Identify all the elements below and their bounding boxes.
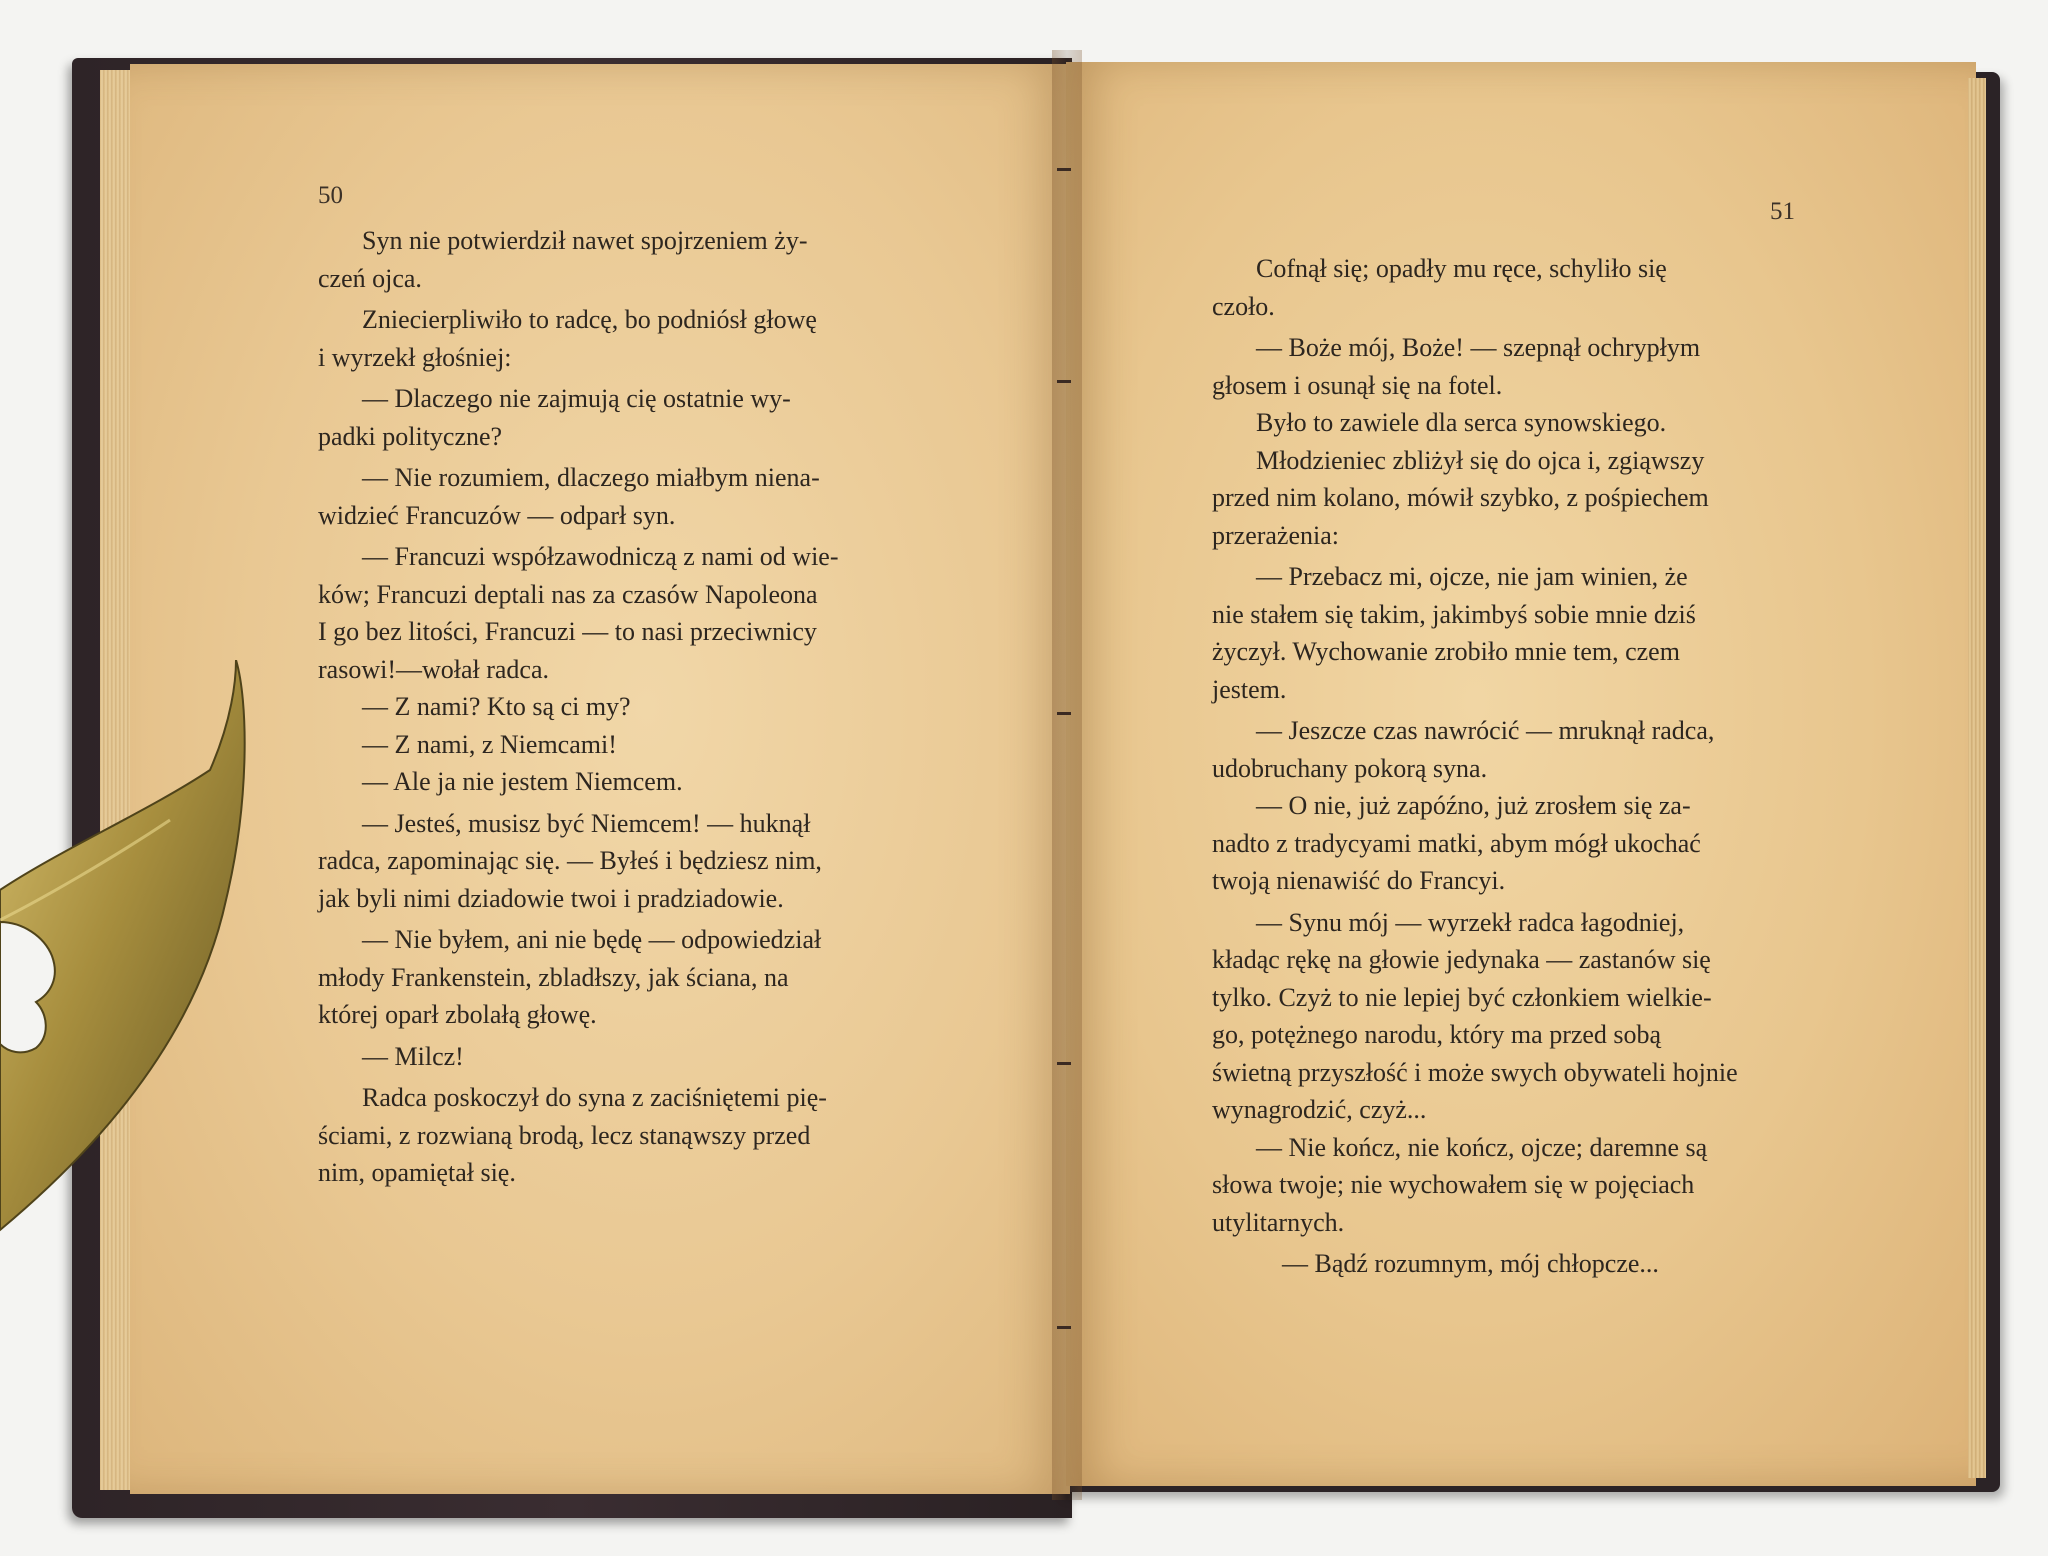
text-line: jak byli nimi dziadowie twoi i pradziadowie.	[318, 883, 784, 913]
text-line: nim, opamiętał się.	[318, 1158, 516, 1187]
right-page-text	[1212, 250, 1812, 1283]
text-line: Syn nie potwierdził nawet spojrzeniem ży-	[362, 226, 808, 255]
binding-stitch	[1057, 1326, 1071, 1329]
text-line: czeń ojca.	[318, 263, 422, 293]
text-line: — Jesteś, musisz być Niemcem! — huknął	[362, 808, 811, 838]
binding-stitch	[1057, 380, 1071, 383]
page-number-left: 50	[318, 182, 343, 209]
text-line: Młodzieniec zbliżył się do ojca i, zgiąwszy	[1256, 445, 1705, 475]
text-line: — Boże mój, Boże! — szepnął ochrypłym	[1256, 333, 1701, 362]
text-line: — Milcz!	[362, 1041, 464, 1071]
text-line: utylitarnych.	[1212, 1207, 1345, 1237]
text-line: głosem i osunął się na fotel.	[1212, 370, 1503, 400]
text-line: — Bądź rozumnym, mój chłopcze...	[1282, 1249, 1659, 1278]
text-line: twoją nienawiść do Francyi.	[1212, 866, 1506, 895]
text-line: której oparł zbolałą głowę.	[318, 1000, 597, 1029]
text-line: czoło.	[1212, 291, 1275, 321]
text-line: — Nie rozumiem, dlaczego miałbym niena-	[362, 463, 820, 492]
book-gutter	[1052, 50, 1082, 1500]
binding-stitch	[1057, 168, 1071, 171]
text-line: widzieć Francuzów — odparł syn.	[318, 500, 676, 530]
text-line: — Nie byłem, ani nie będę — odpowiedział	[362, 925, 822, 954]
text-line: — Z nami? Kto są ci my?	[362, 692, 631, 721]
text-line: ków; Francuzi deptali nas za czasów Napoleona	[318, 579, 818, 609]
text-line: Cofnął się; opadły mu ręce, schyliło się	[1256, 254, 1667, 283]
text-line: jestem.	[1212, 674, 1287, 704]
text-line: I go bez litości, Francuzi — to nasi przeciwnicy	[318, 617, 817, 646]
text-line: — Przebacz mi, ojcze, nie jam winien, że	[1256, 562, 1688, 591]
text-line: młody Frankenstein, zbladłszy, jak ściana, na	[318, 962, 789, 992]
text-line: udobruchany pokorą syna.	[1212, 753, 1488, 783]
text-line: Radca poskoczył do syna z zaciśniętemi pię-	[362, 1083, 827, 1112]
binding-stitch	[1057, 1062, 1071, 1065]
text-line: — O nie, już zapóźno, już zrosłem się za-	[1256, 791, 1691, 820]
text-line: życzył. Wychowanie zrobiło mnie tem, czem	[1212, 637, 1680, 666]
text-line: przerażenia:	[1212, 520, 1340, 550]
text-line: wynagrodzić, czyż...	[1212, 1095, 1427, 1124]
text-line: — Synu mój — wyrzekł radca łagodniej,	[1256, 907, 1685, 937]
text-line: — Nie kończ, nie kończ, ojcze; daremne są	[1256, 1132, 1708, 1162]
text-line: Zniecierpliwiło to radcę, bo podniósł głowę	[362, 305, 817, 334]
text-line: rasowi!—wołał radca.	[318, 654, 550, 684]
text-line: Było to zawiele dla serca synowskiego.	[1256, 408, 1667, 437]
text-line: tylko. Czyż to nie lepiej być członkiem wielkie-	[1212, 982, 1712, 1012]
text-line: słowa twoje; nie wychowałem się w pojęciach	[1212, 1170, 1695, 1199]
text-line: i wyrzekł głośniej:	[318, 342, 512, 372]
text-line: padki polityczne?	[318, 421, 503, 451]
text-line: nie stałem się takim, jakimbyś sobie mnie dziś	[1212, 599, 1696, 629]
page-number-right: 51	[1770, 198, 1795, 225]
text-line: go, potężnego narodu, który ma przed sobą	[1212, 1020, 1662, 1049]
text-line: świetną przyszłość i może swych obywateli hojnie	[1212, 1057, 1738, 1087]
text-line: — Ale ja nie jestem Niemcem.	[362, 767, 683, 796]
text-line: nadto z tradycyami matki, abym mógł ukochać	[1212, 828, 1701, 858]
text-line: ściami, z rozwianą brodą, lecz stanąwszy przed	[318, 1120, 811, 1150]
text-line: — Jeszcze czas nawrócić — mruknął radca,	[1256, 716, 1715, 745]
left-page-text	[318, 222, 924, 1192]
text-line: — Z nami, z Niemcami!	[362, 729, 617, 759]
text-line: — Dlaczego nie zajmują cię ostatnie wy-	[362, 384, 791, 413]
brass-bookmark	[0, 660, 250, 1260]
text-line: — Francuzi współzawodniczą z nami od wie-	[362, 542, 839, 571]
binding-stitch	[1057, 712, 1071, 715]
text-line: przed nim kolano, mówił szybko, z pośpiechem	[1212, 483, 1709, 512]
text-line: radca, zapominając się. — Byłeś i będziesz nim,	[318, 846, 822, 875]
page-edges-right	[1968, 78, 1986, 1478]
text-line: kładąc rękę na głowie jedynaka — zastanów się	[1212, 945, 1711, 974]
